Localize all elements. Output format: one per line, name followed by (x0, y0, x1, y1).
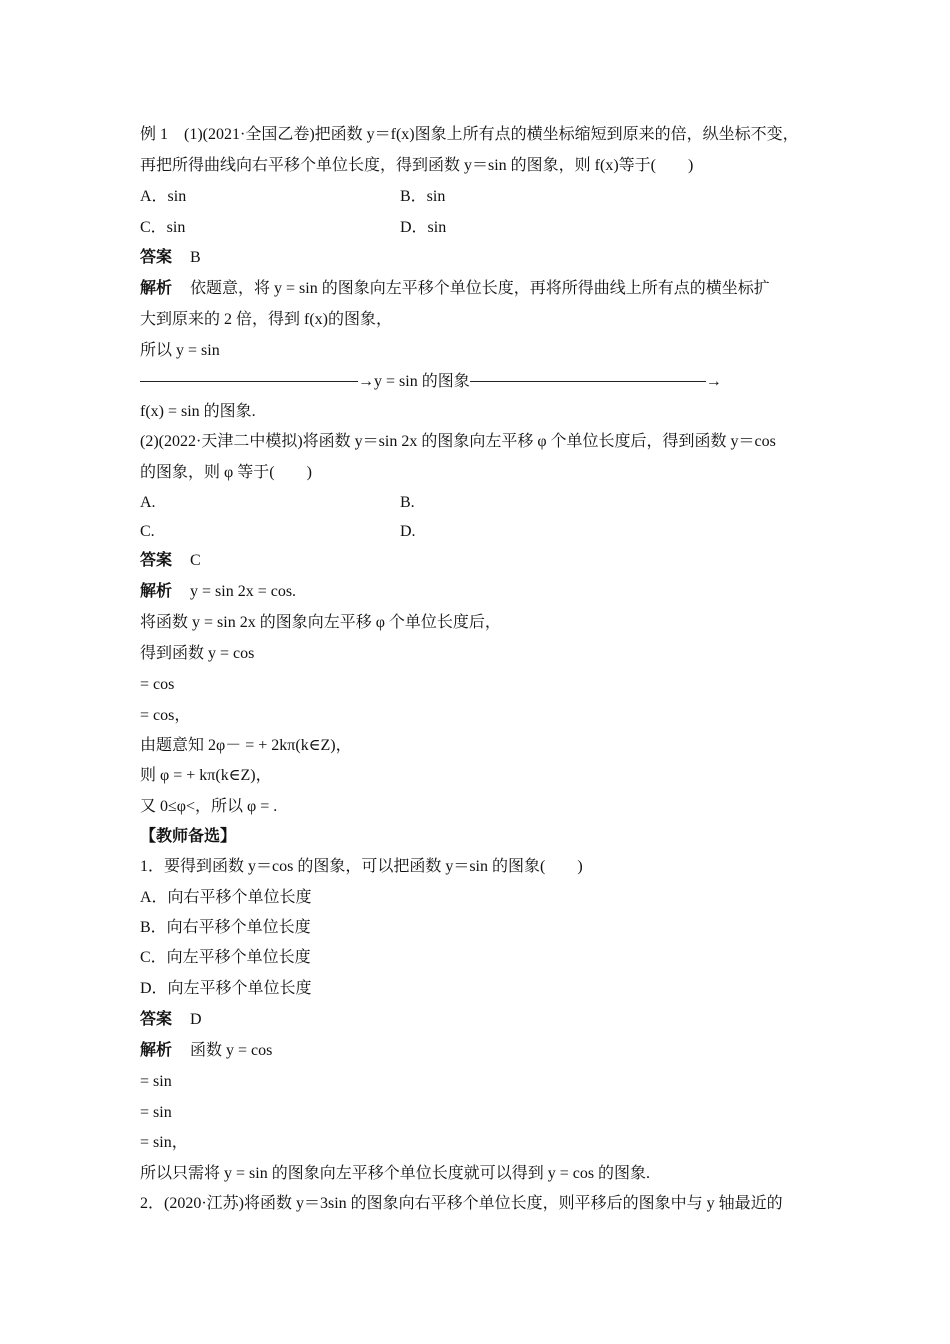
analysis-text-2: 大到原来的 2 倍，得到 f(x)的图象， (140, 311, 392, 328)
analysis-text-5: 所以只需将 y = sin 的图象向左平移个单位长度就可以得到 y = cos 的图象. (140, 1165, 651, 1182)
option-a: A．向右平移个单位长度 (140, 889, 312, 906)
question-1-stem: 1．要得到函数 y＝cos 的图象，可以把函数 y＝sin 的图象( ) (140, 858, 583, 875)
analysis-line (140, 578, 296, 606)
analysis-text: y = sin 2x = cos. (190, 583, 297, 600)
analysis-label: 解析 (140, 280, 173, 297)
option-a: A. (140, 494, 156, 511)
arrow-head-2: → (705, 373, 722, 390)
option-b: B．向右平移个单位长度 (140, 919, 311, 936)
example1-part2-line1: (2)(2022·天津二中模拟)将函数 y＝sin 2x 的图象向左平移 φ 个单位长度后，得到函数 y＝cos (140, 433, 776, 450)
analysis-text: 函数 y = cos (190, 1042, 273, 1059)
option-c: C．向左平移个单位长度 (140, 949, 311, 966)
analysis-label: 解析 (140, 583, 173, 600)
analysis-text-6: 由题意知 2φ－ = + 2kπ(k∈Z)， (140, 737, 352, 754)
analysis-line (140, 275, 770, 303)
answer-label: 答案 (140, 1011, 173, 1028)
analysis-text-2: 将函数 y = sin 2x 的图象向左平移 φ 个单位长度后， (140, 614, 501, 631)
example1-part2-line2: 的图象，则 φ 等于( ) (140, 464, 312, 481)
analysis-label: 解析 (140, 1042, 173, 1059)
arrow-shaft-1 (140, 381, 358, 382)
analysis-text-7: 则 φ = + kπ(k∈Z)， (140, 767, 272, 784)
question-2-stem: 2．(2020·江苏)将函数 y＝3sin 的图象向右平移个单位长度，则平移后的图象中与 y 轴最近的 (140, 1195, 783, 1212)
transform-mid-text: y = sin 的图象 (374, 373, 470, 390)
answer-line (140, 244, 201, 272)
answer-label: 答案 (140, 249, 173, 266)
option-b: B．sin (400, 188, 446, 205)
analysis-result: f(x) = sin 的图象. (140, 403, 256, 420)
answer-line (140, 547, 201, 575)
analysis-text: 依题意，将 y = sin 的图象向左平移个单位长度，再将所得曲线上所有点的横坐标扩 (190, 280, 770, 297)
analysis-text-4: = sin， (140, 1134, 188, 1151)
analysis-text-4: = cos (140, 676, 175, 693)
answer-label: 答案 (140, 552, 173, 569)
analysis-text-8: 又 0≤φ<，所以 φ = . (140, 798, 278, 815)
arrow-head-1: → (358, 373, 374, 390)
transform-arrow-line (140, 368, 722, 396)
answer-line (140, 1006, 202, 1034)
option-c: C．sin (140, 219, 186, 236)
arrow-shaft-2 (470, 381, 706, 382)
analysis-text-3: 所以 y = sin (140, 342, 220, 359)
analysis-text-5: = cos， (140, 707, 191, 724)
analysis-text-3: 得到函数 y = cos (140, 645, 255, 662)
analysis-text-3: = sin (140, 1104, 172, 1121)
option-d: D．向左平移个单位长度 (140, 980, 312, 997)
analysis-line (140, 1037, 272, 1065)
analysis-text-2: = sin (140, 1073, 172, 1090)
example1-part1-line2: 再把所得曲线向右平移个单位长度，得到函数 y＝sin 的图象，则 f(x)等于( ) (140, 157, 694, 174)
example1-part1-line1: 例 1 (1)(2021·全国乙卷)把函数 y＝f(x)图象上所有点的横坐标缩短到原来的倍，纵坐标不变， (140, 126, 799, 143)
teacher-selection-heading: 【教师备选】 (140, 828, 237, 845)
option-b: B. (400, 494, 415, 511)
answer-value: B (190, 249, 201, 266)
answer-value: C (190, 552, 201, 569)
answer-value: D (190, 1011, 202, 1028)
option-a: A．sin (140, 188, 187, 205)
option-d: D．sin (400, 219, 447, 236)
option-d: D. (400, 523, 416, 540)
option-c: C. (140, 523, 155, 540)
